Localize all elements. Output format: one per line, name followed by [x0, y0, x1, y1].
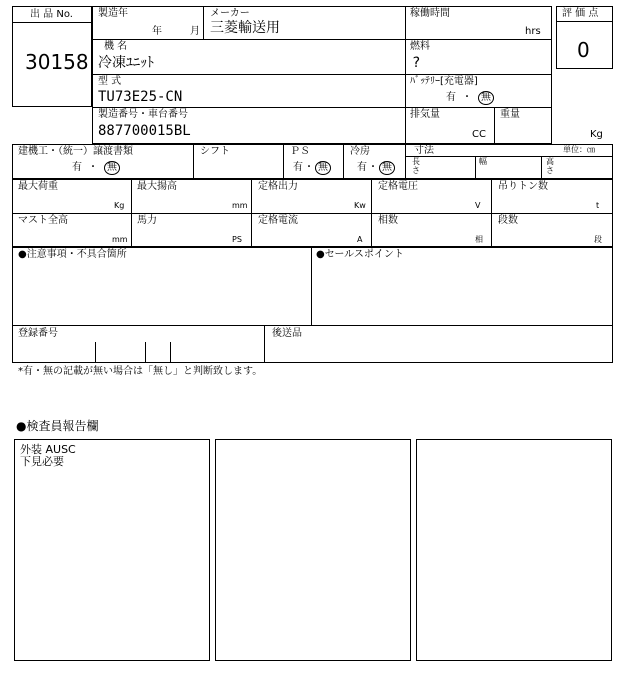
- model-name-label: 機 名: [104, 41, 128, 52]
- lot-number-label: 出 品 No.: [30, 9, 73, 20]
- horsepower-label: 馬力: [137, 215, 157, 226]
- inspector-panel-1: [14, 439, 210, 661]
- mast-height-unit: mm: [112, 235, 128, 244]
- inspector-panel-2: [215, 439, 411, 661]
- maker-value: 三菱輸送用: [210, 20, 280, 36]
- max-lift-unit: mm: [232, 201, 248, 210]
- maker-label: メーカー: [210, 8, 250, 19]
- stages-label: 段数: [498, 215, 518, 226]
- transfer-doc-label: 建機工・（統一）譲渡書類: [18, 146, 133, 157]
- weight-unit: Kg: [590, 129, 603, 140]
- stages-unit: 段: [594, 235, 602, 244]
- serial-label: 製造番号・車台番号: [98, 109, 188, 120]
- type-label: 型 式: [98, 76, 122, 87]
- width-label: 幅: [479, 157, 487, 166]
- transfer-doc-no-circled: 無: [104, 161, 120, 175]
- crane-ton-label: 吊りトン数: [498, 181, 548, 192]
- hours-unit: hrs: [525, 26, 541, 37]
- weight-label: 重量: [500, 109, 520, 120]
- inspector-note-preview: 下見必要: [20, 455, 64, 468]
- rating-label: 評 価 点: [562, 8, 599, 19]
- rated-current-label: 定格電流: [258, 215, 298, 226]
- serial-value: 887700015BL: [98, 123, 191, 139]
- sales-point-label: ●セールスポイント: [316, 249, 404, 260]
- hours-label: 稼働時間: [410, 8, 450, 19]
- inspector-note-exterior: 外装 AUSC: [20, 443, 76, 456]
- rated-voltage-unit: V: [475, 201, 481, 210]
- mast-height-label: マスト全高: [18, 215, 68, 226]
- height-label: 高 さ: [546, 157, 554, 175]
- lot-number: 30158: [25, 50, 89, 74]
- horsepower-unit: PS: [232, 235, 242, 244]
- caution-label: ●注意事項・不具合箇所: [18, 249, 127, 260]
- shift-label: シフト: [200, 146, 230, 157]
- battery-label: ﾊﾞｯﾃﾘｰ[充電器]: [410, 76, 478, 87]
- length-label: 長 さ: [412, 157, 420, 175]
- fuel-value: ?: [412, 55, 421, 71]
- battery-no-circled: 無: [478, 91, 494, 105]
- month-unit: 月: [190, 26, 200, 37]
- footnote: *有・無の記載が無い場合は「無し」と判断致します。: [18, 366, 263, 377]
- phase-label: 相数: [378, 215, 398, 226]
- ps-no-circled: 無: [315, 161, 331, 175]
- displacement-unit: CC: [472, 129, 486, 140]
- crane-ton-unit: t: [596, 201, 600, 210]
- ps-label: ＰＳ: [290, 146, 310, 157]
- fuel-label: 燃料: [410, 41, 430, 52]
- rated-voltage-label: 定格電圧: [378, 181, 418, 192]
- rating-value: 0: [577, 38, 590, 62]
- model-name-value: 冷凍ﾕﾆｯﾄ: [98, 55, 154, 71]
- inspector-panel-3: [416, 439, 612, 661]
- cooler-yes-no: 有・ 無: [357, 161, 395, 175]
- phase-unit: 相: [475, 235, 483, 244]
- rated-output-label: 定格出力: [258, 181, 298, 192]
- displacement-label: 排気量: [410, 109, 440, 120]
- inspector-title: ●検査員報告欄: [16, 419, 99, 433]
- transfer-doc-yes-no: 有 ・ 無: [72, 161, 120, 175]
- ps-yes-no: 有・ 無: [293, 161, 331, 175]
- rated-current-unit: A: [357, 235, 363, 244]
- dims-unit-note: 単位：㎝: [563, 145, 595, 154]
- max-load-label: 最大荷重: [18, 181, 58, 192]
- cooler-label: 冷房: [350, 146, 370, 157]
- registration-number-label: 登録番号: [18, 328, 58, 339]
- rated-output-unit: Kw: [354, 201, 366, 210]
- manufacture-year-label: 製造年: [98, 8, 128, 19]
- dims-label: 寸法: [414, 145, 434, 156]
- cooler-no-circled: 無: [379, 161, 395, 175]
- notes-area: [12, 247, 613, 363]
- max-load-unit: Kg: [114, 201, 125, 210]
- type-value: TU73E25-CN: [98, 89, 183, 105]
- rear-items-label: 後送品: [272, 328, 302, 339]
- battery-yes-no: 有 ・ 無: [446, 91, 494, 105]
- max-lift-label: 最大揚高: [137, 181, 177, 192]
- year-unit: 年: [152, 26, 162, 37]
